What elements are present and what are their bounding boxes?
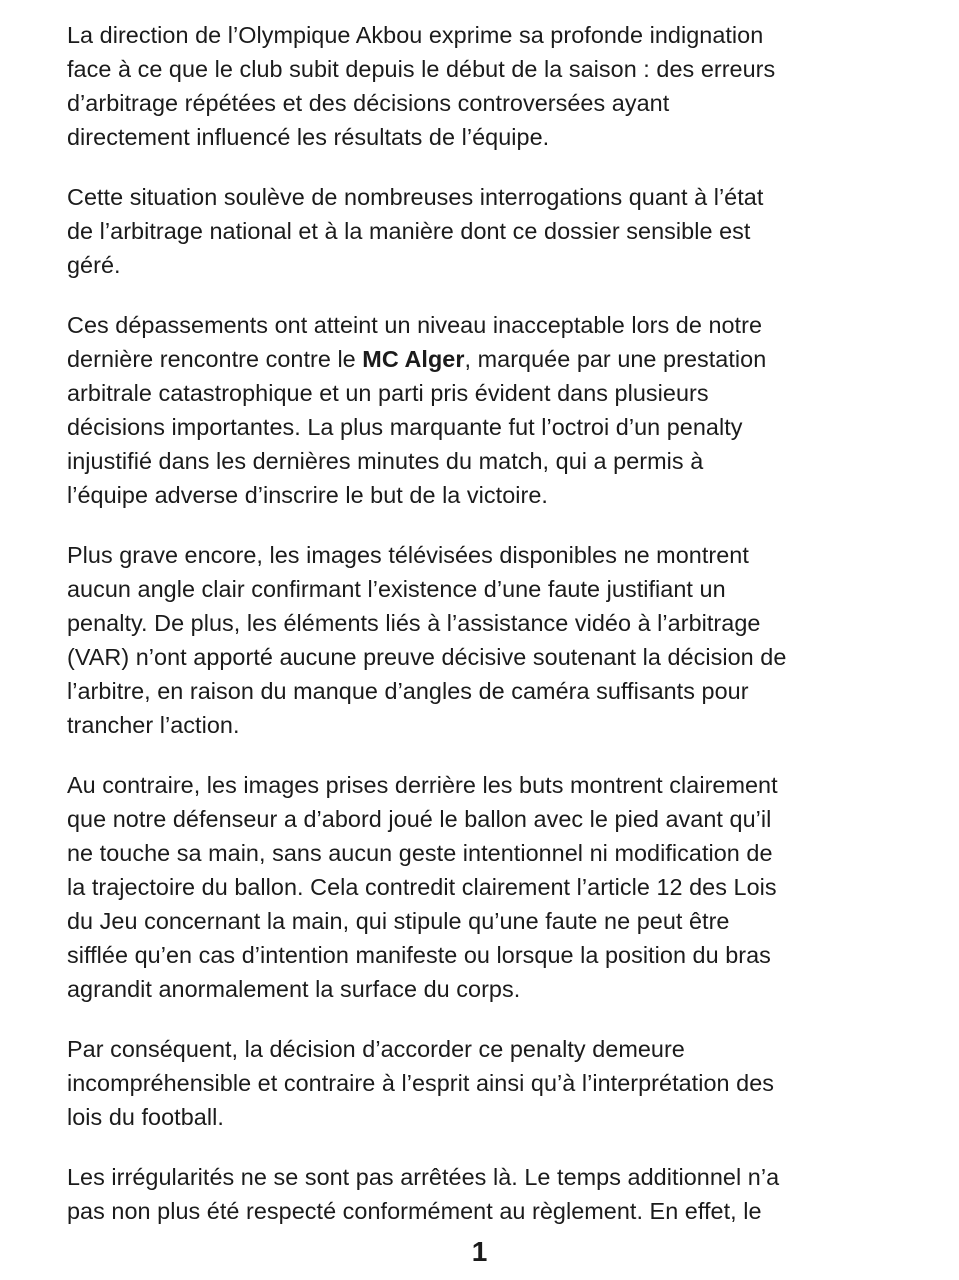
document-body: [67, 18, 897, 1254]
text-line: l’arbitre, en raison du manque d’angles de caméra suffisants pour: [67, 678, 749, 704]
text-line: agrandit anormalement la surface du corps.: [67, 976, 521, 1002]
paragraph-3: [67, 308, 897, 512]
text-line: arbitrale catastrophique et un parti pris évident dans plusieurs: [67, 380, 709, 406]
paragraph-4: [67, 538, 897, 742]
text-line: Ces dépassements ont atteint un niveau inacceptable lors de notre: [67, 312, 763, 338]
text-line: la trajectoire du ballon. Cela contredit clairement l’article 12 des Lois: [67, 874, 777, 900]
text-line: pas non plus été respecté conformément au règlement. En effet, le: [67, 1198, 762, 1224]
text-line: Cette situation soulève de nombreuses interrogations quant à l’état: [67, 184, 764, 210]
text-line: trancher l’action.: [67, 712, 240, 738]
text-line: (VAR) n’ont apporté aucune preuve décisive soutenant la décision de: [67, 644, 787, 670]
team-name-bold: MC Alger: [362, 346, 465, 372]
text-line: face à ce que le club subit depuis le début de la saison : des erreurs: [67, 56, 776, 82]
text-line: Au contraire, les images prises derrière les buts montrent clairement: [67, 772, 778, 798]
text-line: incompréhensible et contraire à l’esprit ainsi qu’à l’interprétation des: [67, 1070, 774, 1096]
paragraph-1: [67, 18, 897, 154]
text-line: Plus grave encore, les images télévisées disponibles ne montrent: [67, 542, 749, 568]
text-line: lois du football.: [67, 1104, 224, 1130]
text-line: La direction de l’Olympique Akbou exprime sa profonde indignation: [67, 22, 764, 48]
text-fragment: dernière rencontre contre le: [67, 346, 363, 372]
text-line: injustifié dans les dernières minutes du match, qui a permis à: [67, 448, 704, 474]
text-line: aucun angle clair confirmant l’existence d’une faute justifiant un: [67, 576, 726, 602]
text-line: du Jeu concernant la main, qui stipule qu’une faute ne peut être: [67, 908, 730, 934]
text-line: d’arbitrage répétées et des décisions controversées ayant: [67, 90, 670, 116]
text-line: Par conséquent, la décision d’accorder ce penalty demeure: [67, 1036, 685, 1062]
paragraph-7: [67, 1160, 897, 1228]
text-line: Les irrégularités ne se sont pas arrêtées là. Le temps additionnel n’a: [67, 1164, 780, 1190]
text-line: que notre défenseur a d’abord joué le ballon avec le pied avant qu’il: [67, 806, 772, 832]
text-line: directement influencé les résultats de l’équipe.: [67, 124, 550, 150]
text-line: l’équipe adverse d’inscrire le but de la victoire.: [67, 482, 548, 508]
text-line: géré.: [67, 252, 121, 278]
paragraph-5: [67, 768, 897, 1006]
text-line-with-team: [67, 342, 897, 376]
text-line: de l’arbitrage national et à la manière dont ce dossier sensible est: [67, 218, 751, 244]
text-line: penalty. De plus, les éléments liés à l’assistance vidéo à l’arbitrage: [67, 610, 761, 636]
text-line: sifflée qu’en cas d’intention manifeste ou lorsque la position du bras: [67, 942, 771, 968]
text-line: ne touche sa main, sans aucun geste intentionnel ni modification de: [67, 840, 773, 866]
paragraph-2: [67, 180, 897, 282]
text-line: décisions importantes. La plus marquante fut l’octroi d’un penalty: [67, 414, 743, 440]
text-fragment: , marquée par une prestation: [464, 346, 767, 372]
paragraph-6: [67, 1032, 897, 1134]
page-number: 1: [471, 1236, 488, 1267]
